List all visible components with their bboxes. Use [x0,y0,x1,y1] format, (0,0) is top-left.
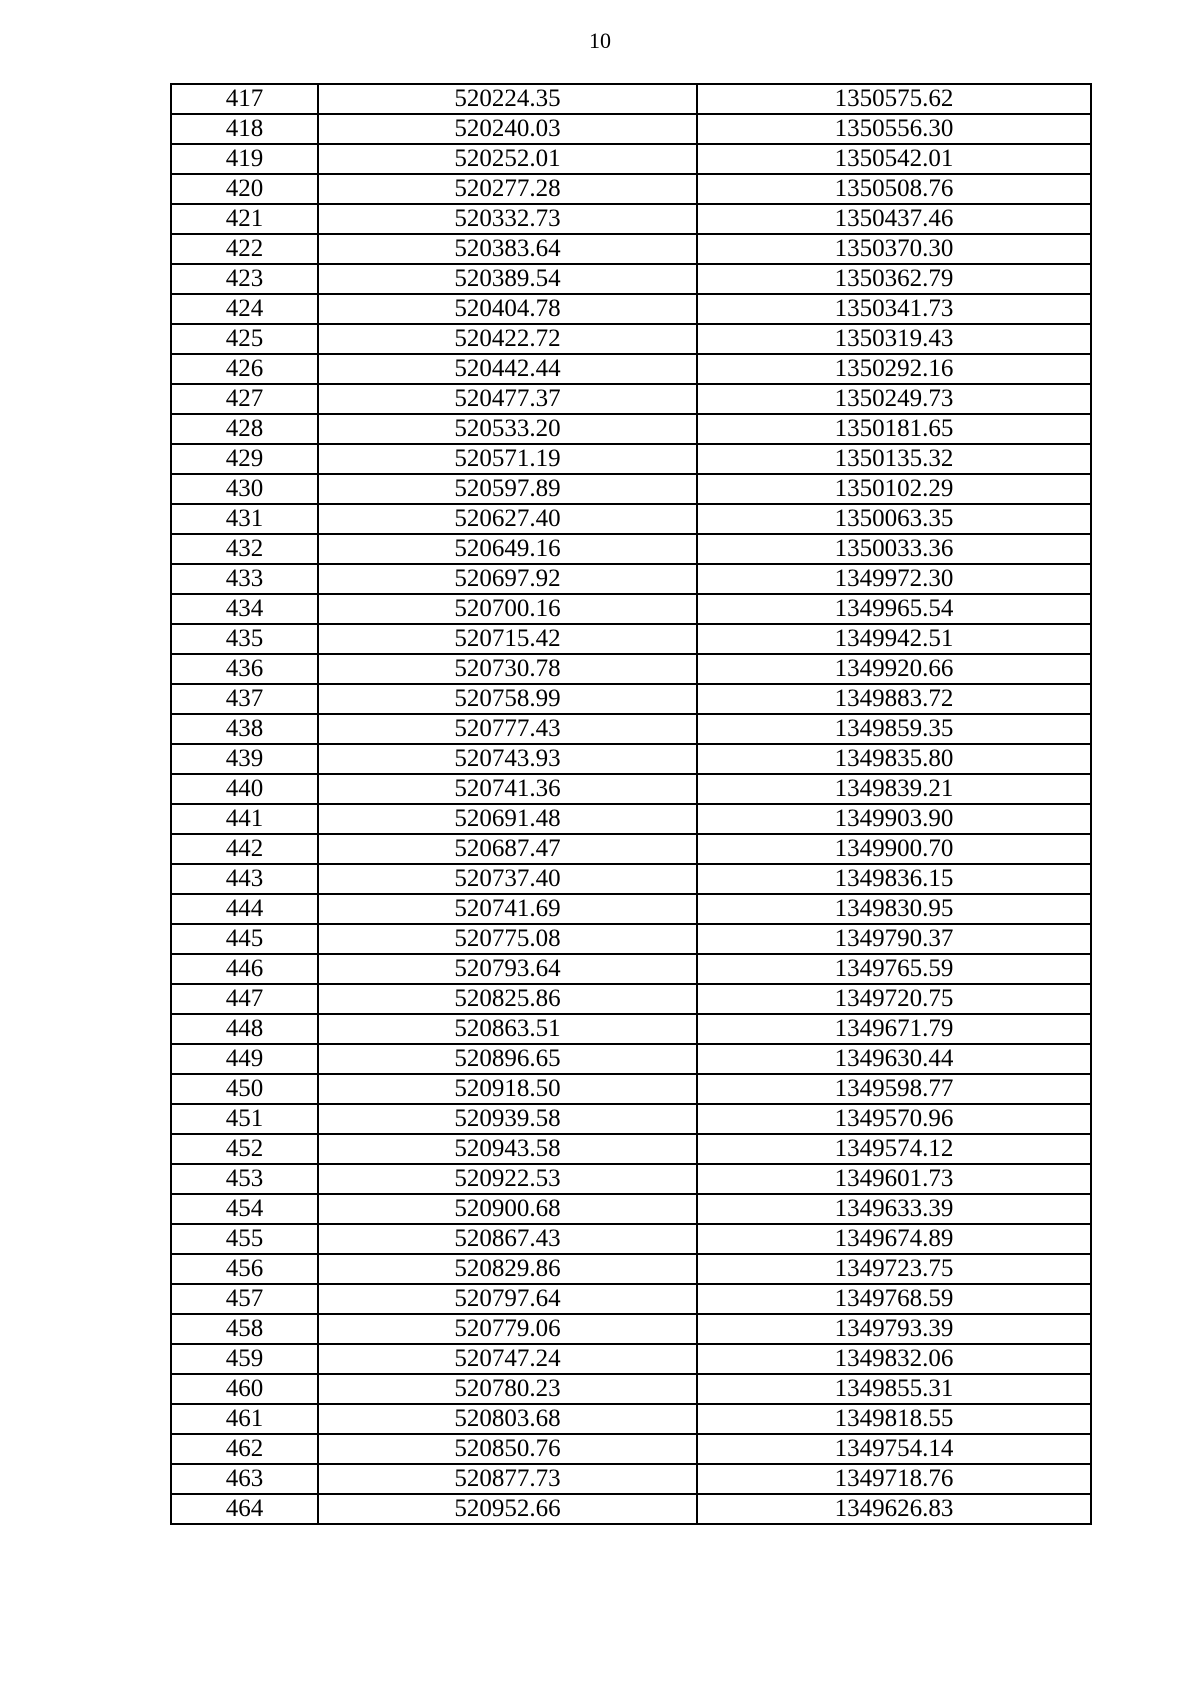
point-number-cell: 440 [171,774,318,804]
y-coordinate-cell: 1349598.77 [697,1074,1091,1104]
table-row [171,684,1091,714]
table-row [171,534,1091,564]
table-row [171,1284,1091,1314]
y-coordinate-cell: 1349855.31 [697,1374,1091,1404]
x-coordinate-cell: 520383.64 [318,234,697,264]
table-row [171,444,1091,474]
y-coordinate-cell: 1349671.79 [697,1014,1091,1044]
table-row [171,1344,1091,1374]
table-row [171,594,1091,624]
table-row [171,1074,1091,1104]
x-coordinate-cell: 520737.40 [318,864,697,894]
table-row [171,84,1091,114]
y-coordinate-cell: 1349790.37 [697,924,1091,954]
y-coordinate-cell: 1349903.90 [697,804,1091,834]
table-row [171,384,1091,414]
y-coordinate-cell: 1350292.16 [697,354,1091,384]
x-coordinate-cell: 520793.64 [318,954,697,984]
point-number-cell: 419 [171,144,318,174]
point-number-cell: 426 [171,354,318,384]
point-number-cell: 438 [171,714,318,744]
y-coordinate-cell: 1349900.70 [697,834,1091,864]
point-number-cell: 422 [171,234,318,264]
y-coordinate-cell: 1349965.54 [697,594,1091,624]
point-number-cell: 423 [171,264,318,294]
x-coordinate-cell: 520240.03 [318,114,697,144]
x-coordinate-cell: 520730.78 [318,654,697,684]
point-number-cell: 418 [171,114,318,144]
x-coordinate-cell: 520797.64 [318,1284,697,1314]
y-coordinate-cell: 1349942.51 [697,624,1091,654]
point-number-cell: 439 [171,744,318,774]
x-coordinate-cell: 520952.66 [318,1494,697,1524]
y-coordinate-cell: 1350249.73 [697,384,1091,414]
y-coordinate-cell: 1350341.73 [697,294,1091,324]
y-coordinate-cell: 1349839.21 [697,774,1091,804]
x-coordinate-cell: 520741.69 [318,894,697,924]
point-number-cell: 441 [171,804,318,834]
x-coordinate-cell: 520922.53 [318,1164,697,1194]
table-row [171,414,1091,444]
table-row [171,894,1091,924]
y-coordinate-cell: 1350319.43 [697,324,1091,354]
point-number-cell: 432 [171,534,318,564]
x-coordinate-cell: 520918.50 [318,1074,697,1104]
x-coordinate-cell: 520900.68 [318,1194,697,1224]
table-row [171,774,1091,804]
y-coordinate-cell: 1349920.66 [697,654,1091,684]
point-number-cell: 450 [171,1074,318,1104]
point-number-cell: 455 [171,1224,318,1254]
y-coordinate-cell: 1350556.30 [697,114,1091,144]
table-row [171,1494,1091,1524]
x-coordinate-cell: 520896.65 [318,1044,697,1074]
x-coordinate-cell: 520422.72 [318,324,697,354]
y-coordinate-cell: 1350362.79 [697,264,1091,294]
x-coordinate-cell: 520741.36 [318,774,697,804]
point-number-cell: 437 [171,684,318,714]
table-row [171,1434,1091,1464]
y-coordinate-cell: 1349570.96 [697,1104,1091,1134]
x-coordinate-cell: 520389.54 [318,264,697,294]
point-number-cell: 454 [171,1194,318,1224]
x-coordinate-cell: 520803.68 [318,1404,697,1434]
point-number-cell: 430 [171,474,318,504]
table-row [171,1104,1091,1134]
table-row [171,204,1091,234]
coordinates-table-body [171,84,1091,1524]
point-number-cell: 456 [171,1254,318,1284]
x-coordinate-cell: 520442.44 [318,354,697,384]
point-number-cell: 435 [171,624,318,654]
point-number-cell: 449 [171,1044,318,1074]
table-row [171,504,1091,534]
y-coordinate-cell: 1349793.39 [697,1314,1091,1344]
point-number-cell: 460 [171,1374,318,1404]
table-row [171,474,1091,504]
x-coordinate-cell: 520867.43 [318,1224,697,1254]
table-row [171,234,1091,264]
y-coordinate-cell: 1349859.35 [697,714,1091,744]
y-coordinate-cell: 1349832.06 [697,1344,1091,1374]
y-coordinate-cell: 1350135.32 [697,444,1091,474]
point-number-cell: 434 [171,594,318,624]
table-row [171,294,1091,324]
point-number-cell: 447 [171,984,318,1014]
x-coordinate-cell: 520571.19 [318,444,697,474]
point-number-cell: 420 [171,174,318,204]
y-coordinate-cell: 1350542.01 [697,144,1091,174]
x-coordinate-cell: 520224.35 [318,84,697,114]
point-number-cell: 448 [171,1014,318,1044]
y-coordinate-cell: 1349718.76 [697,1464,1091,1494]
x-coordinate-cell: 520775.08 [318,924,697,954]
y-coordinate-cell: 1350102.29 [697,474,1091,504]
x-coordinate-cell: 520780.23 [318,1374,697,1404]
point-number-cell: 427 [171,384,318,414]
y-coordinate-cell: 1349836.15 [697,864,1091,894]
point-number-cell: 436 [171,654,318,684]
y-coordinate-cell: 1350575.62 [697,84,1091,114]
x-coordinate-cell: 520687.47 [318,834,697,864]
point-number-cell: 428 [171,414,318,444]
point-number-cell: 417 [171,84,318,114]
y-coordinate-cell: 1349972.30 [697,564,1091,594]
point-number-cell: 458 [171,1314,318,1344]
y-coordinate-cell: 1349883.72 [697,684,1091,714]
y-coordinate-cell: 1349601.73 [697,1164,1091,1194]
point-number-cell: 451 [171,1104,318,1134]
table-row [171,714,1091,744]
point-number-cell: 457 [171,1284,318,1314]
point-number-cell: 464 [171,1494,318,1524]
point-number-cell: 453 [171,1164,318,1194]
table-row [171,1374,1091,1404]
table-row [171,1404,1091,1434]
table-row [171,114,1091,144]
y-coordinate-cell: 1349674.89 [697,1224,1091,1254]
point-number-cell: 459 [171,1344,318,1374]
point-number-cell: 452 [171,1134,318,1164]
y-coordinate-cell: 1349768.59 [697,1284,1091,1314]
x-coordinate-cell: 520777.43 [318,714,697,744]
point-number-cell: 425 [171,324,318,354]
table-row [171,744,1091,774]
y-coordinate-cell: 1350063.35 [697,504,1091,534]
x-coordinate-cell: 520691.48 [318,804,697,834]
y-coordinate-cell: 1349720.75 [697,984,1091,1014]
x-coordinate-cell: 520829.86 [318,1254,697,1284]
x-coordinate-cell: 520697.92 [318,564,697,594]
y-coordinate-cell: 1349723.75 [697,1254,1091,1284]
table-row [171,264,1091,294]
x-coordinate-cell: 520700.16 [318,594,697,624]
x-coordinate-cell: 520758.99 [318,684,697,714]
point-number-cell: 463 [171,1464,318,1494]
x-coordinate-cell: 520252.01 [318,144,697,174]
x-coordinate-cell: 520332.73 [318,204,697,234]
table-row [171,1014,1091,1044]
table-row [171,924,1091,954]
y-coordinate-cell: 1350033.36 [697,534,1091,564]
x-coordinate-cell: 520825.86 [318,984,697,1014]
table-row [171,1224,1091,1254]
y-coordinate-cell: 1349830.95 [697,894,1091,924]
table-row [171,804,1091,834]
x-coordinate-cell: 520743.93 [318,744,697,774]
y-coordinate-cell: 1349818.55 [697,1404,1091,1434]
y-coordinate-cell: 1350508.76 [697,174,1091,204]
point-number-cell: 421 [171,204,318,234]
point-number-cell: 461 [171,1404,318,1434]
x-coordinate-cell: 520649.16 [318,534,697,564]
table-row [171,864,1091,894]
x-coordinate-cell: 520863.51 [318,1014,697,1044]
point-number-cell: 429 [171,444,318,474]
point-number-cell: 445 [171,924,318,954]
y-coordinate-cell: 1349835.80 [697,744,1091,774]
page-number: 10 [589,28,611,53]
x-coordinate-cell: 520627.40 [318,504,697,534]
table-row [171,144,1091,174]
point-number-cell: 433 [171,564,318,594]
table-row [171,954,1091,984]
table-row [171,1464,1091,1494]
x-coordinate-cell: 520597.89 [318,474,697,504]
y-coordinate-cell: 1349754.14 [697,1434,1091,1464]
point-number-cell: 444 [171,894,318,924]
x-coordinate-cell: 520277.28 [318,174,697,204]
x-coordinate-cell: 520747.24 [318,1344,697,1374]
y-coordinate-cell: 1350437.46 [697,204,1091,234]
x-coordinate-cell: 520715.42 [318,624,697,654]
point-number-cell: 442 [171,834,318,864]
x-coordinate-cell: 520943.58 [318,1134,697,1164]
x-coordinate-cell: 520939.58 [318,1104,697,1134]
table-row [171,834,1091,864]
point-number-cell: 431 [171,504,318,534]
table-row [171,624,1091,654]
table-row [171,174,1091,204]
table-row [171,1194,1091,1224]
point-number-cell: 446 [171,954,318,984]
table-row [171,984,1091,1014]
table-row [171,654,1091,684]
point-number-cell: 462 [171,1434,318,1464]
point-number-cell: 443 [171,864,318,894]
x-coordinate-cell: 520779.06 [318,1314,697,1344]
table-row [171,564,1091,594]
x-coordinate-cell: 520477.37 [318,384,697,414]
point-number-cell: 424 [171,294,318,324]
y-coordinate-cell: 1349765.59 [697,954,1091,984]
table-row [171,1044,1091,1074]
table-row [171,1314,1091,1344]
x-coordinate-cell: 520850.76 [318,1434,697,1464]
y-coordinate-cell: 1349574.12 [697,1134,1091,1164]
x-coordinate-cell: 520877.73 [318,1464,697,1494]
x-coordinate-cell: 520533.20 [318,414,697,444]
table-row [171,1254,1091,1284]
coordinates-table [170,83,1092,1525]
table-row [171,354,1091,384]
table-row [171,1134,1091,1164]
table-row [171,1164,1091,1194]
y-coordinate-cell: 1349630.44 [697,1044,1091,1074]
x-coordinate-cell: 520404.78 [318,294,697,324]
y-coordinate-cell: 1349633.39 [697,1194,1091,1224]
y-coordinate-cell: 1350181.65 [697,414,1091,444]
y-coordinate-cell: 1349626.83 [697,1494,1091,1524]
table-row [171,324,1091,354]
y-coordinate-cell: 1350370.30 [697,234,1091,264]
